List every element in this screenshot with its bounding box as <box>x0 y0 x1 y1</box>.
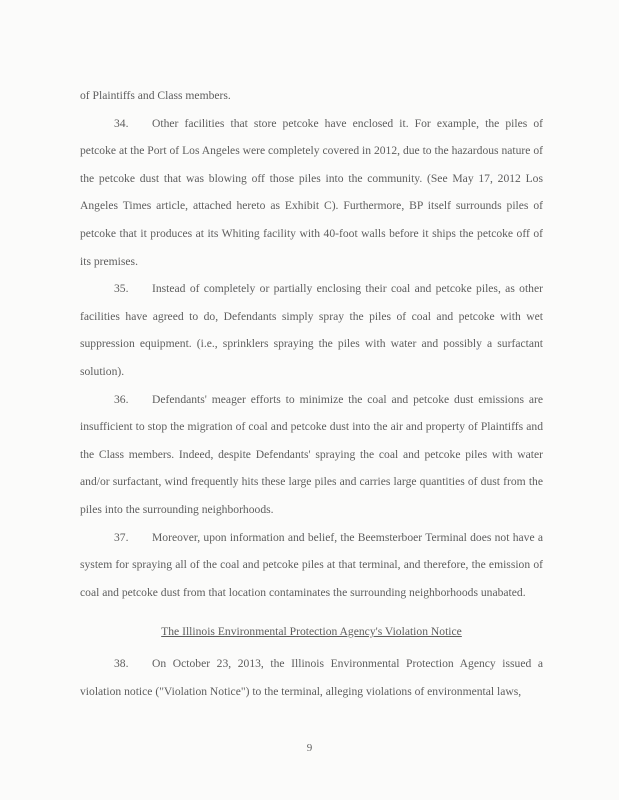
paragraph-text: Instead of completely or partially enclosing their coal and petcoke piles, as other facilities have agreed to do, Defendants simply spray the piles of coal and petcoke with wet suppression equipment. (i.e., sprinklers spraying the piles with water and possibly a surfactant solution). <box>80 282 543 378</box>
paragraph-34 <box>80 110 543 276</box>
opening-line: of Plaintiffs and Class members. <box>80 89 231 102</box>
paragraph-36 <box>80 386 543 524</box>
paragraph-text: Moreover, upon information and belief, the Beemsterboer Terminal does not have a system for spraying all of the coal and petcoke piles at that terminal, and therefore, the emission of coal and petcoke dust from that location contaminates the surrounding neighborhoods unabated. <box>80 530 543 599</box>
paragraph-text: Other facilities that store petcoke have enclosed it. For example, the piles of petcoke at the Port of Los Angeles were completely covered in 2012, due to the hazardous nature of the petcoke dust that was blowing off those piles into the community. (See May 17, 2012 Los Angeles Times article, attached hereto as Exhibit C). Furthermore, BP itself surrounds piles of petcoke that it produces at its Whiting facility with 40-foot walls before it ships the petcoke off of its premises. <box>80 116 543 268</box>
paragraph-37 <box>80 524 543 607</box>
paragraph-text: Defendants' meager efforts to minimize the coal and petcoke dust emissions are insufficient to stop the migration of coal and petcoke dust into the air and property of Plaintiffs and the Class members. Indeed, despite Defendants' spraying the coal and petcoke piles with water and/or surfactant, wind frequently hits these large piles and carries large quantities of dust from the piles into the surrounding neighborhoods. <box>80 392 543 516</box>
paragraph-number: 38. <box>114 657 129 670</box>
paragraph-38 <box>80 650 543 705</box>
section-heading: The Illinois Environmental Protection Agency's Violation Notice <box>161 625 462 638</box>
paragraph-number: 35. <box>114 282 129 296</box>
page-number: 9 <box>306 742 313 754</box>
paragraph-text: On October 23, 2013, the Illinois Environmental Protection Agency issued a violation notice ("Violation Notice") to the terminal, alleging violations of environmental laws, <box>80 657 543 698</box>
paragraph-number: 36. <box>114 392 129 406</box>
paragraph-35 <box>80 275 543 385</box>
body-text-top <box>80 82 543 606</box>
paragraph-number: 34. <box>114 116 129 130</box>
paragraph-number: 37. <box>114 530 129 544</box>
body-text-bottom <box>80 650 543 705</box>
